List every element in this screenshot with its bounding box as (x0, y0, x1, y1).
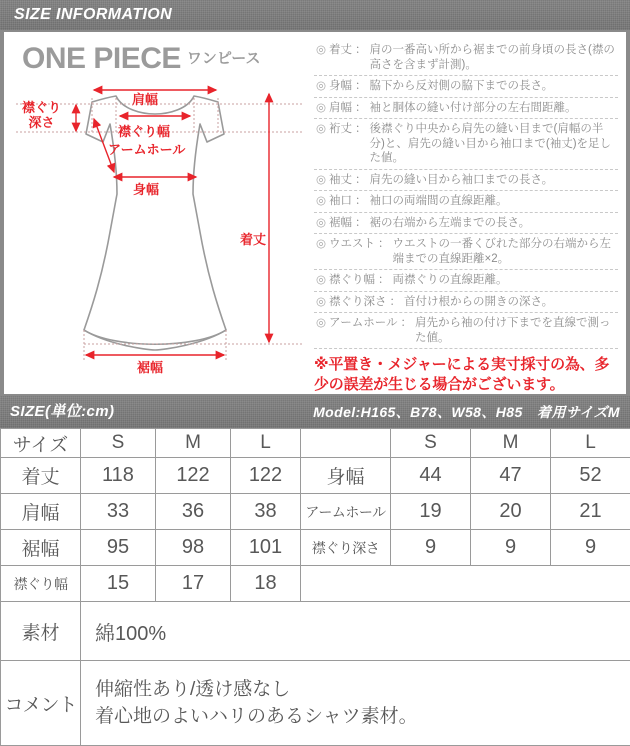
label-hem-width: 裾幅 (137, 360, 163, 375)
legend-desc: 袖口の両端間の直線距離。 (370, 194, 618, 209)
cell-value: 17 (156, 566, 231, 602)
legend-item (314, 119, 618, 170)
header-size-m-right: M (471, 429, 551, 458)
cell-value: 18 (231, 566, 301, 602)
table-row (1, 494, 630, 530)
row-label-right: 身幅 (301, 458, 391, 494)
legend-term: 袖口 (329, 194, 352, 209)
cell-value: 9 (471, 530, 551, 566)
label-shoulder-width: 肩幅 (132, 92, 158, 107)
legend-desc: 首付け根からの開きの深さ。 (404, 295, 618, 310)
comment-row (1, 661, 630, 746)
legend-item (314, 40, 618, 76)
legend-desc: 肩先から袖の付け下までを直線で測った値。 (415, 316, 618, 345)
bullet-icon: ◎ (316, 101, 326, 116)
table-row (1, 566, 630, 602)
header-size-l: L (231, 429, 301, 458)
legend-item (314, 292, 618, 314)
bullet-icon: ◎ (316, 273, 326, 288)
legend-term: 襟ぐり幅 (329, 273, 375, 288)
cell-value: 101 (231, 530, 301, 566)
label-armhole: アームホール (108, 142, 185, 157)
diagram-panel (4, 32, 626, 394)
row-label: 着丈 (1, 458, 81, 494)
legend-term: 着丈 (329, 43, 352, 58)
legend-desc: ウエストの一番くびれた部分の右端から左端までの直線距離×2。 (393, 237, 618, 266)
size-unit-label: SIZE(単位:cm) (10, 396, 114, 428)
table-header-row (1, 429, 630, 458)
table-row (1, 458, 630, 494)
legend-desc: 脇下から反対側の脇下までの長さ。 (370, 79, 618, 94)
cell-value: 44 (391, 458, 471, 494)
legend-desc: 後襟ぐり中央から肩先の縫い目まで(肩幅の半分)と、肩先の縫い目から袖口まで(袖丈)を足した値。 (370, 122, 618, 166)
label-neck-depth: 襟ぐり 深さ (22, 100, 61, 130)
header-size-s-right: S (391, 429, 471, 458)
bullet-icon: ◎ (316, 237, 326, 252)
legend-colon: ： (375, 237, 393, 252)
legend-colon: ： (352, 43, 370, 58)
cell-value: 98 (156, 530, 231, 566)
bullet-icon: ◎ (316, 173, 326, 188)
legend-desc: 裾の右端から左端までの長さ。 (370, 216, 618, 231)
cell-value: 21 (551, 494, 630, 530)
bullet-icon: ◎ (316, 122, 326, 137)
bullet-icon: ◎ (316, 295, 326, 310)
legend-desc: 肩先の縫い目から袖口までの長さ。 (370, 173, 618, 188)
cell-value: 33 (81, 494, 156, 530)
page-title-bar (0, 0, 630, 30)
comment-line-2: 着心地のよいハリのあるシャツ素材。 (95, 703, 630, 730)
brand-heading (22, 42, 261, 76)
legend-term: アームホール (329, 316, 397, 331)
legend-item (314, 76, 618, 98)
material-value: 綿100% (81, 602, 630, 661)
header-size-m: M (156, 429, 231, 458)
legend-term: 肩幅 (329, 101, 352, 116)
cell-value: 38 (231, 494, 301, 530)
legend-desc: 肩の一番高い所から裾までの前身頃の長さ(襟の高さを含まず計測)。 (370, 43, 618, 72)
bullet-icon: ◎ (316, 79, 326, 94)
cell-value: 118 (81, 458, 156, 494)
cell-value: 95 (81, 530, 156, 566)
comment-line-1: 伸縮性あり/透け感なし (95, 676, 630, 703)
legend-term: 襟ぐり深さ (329, 295, 387, 310)
legend-term: 身幅 (329, 79, 352, 94)
label-body-width: 身幅 (133, 182, 159, 197)
header-size-s: S (81, 429, 156, 458)
cell-value: 15 (81, 566, 156, 602)
legend-item (314, 234, 618, 270)
cell-value: 20 (471, 494, 551, 530)
legend-item (314, 170, 618, 192)
row-label-right: アームホール (301, 494, 391, 530)
cell-value: 19 (391, 494, 471, 530)
empty-cell (301, 566, 630, 602)
measurement-legend (310, 38, 622, 388)
legend-term: 裄丈 (329, 122, 352, 137)
legend-colon: ： (352, 79, 370, 94)
row-label: 襟ぐり幅 (1, 566, 81, 602)
cell-value: 122 (156, 458, 231, 494)
legend-colon: ： (352, 194, 370, 209)
label-neck-width: 襟ぐり幅 (118, 124, 170, 139)
legend-item (314, 270, 618, 292)
cell-value: 9 (391, 530, 471, 566)
size-table (0, 428, 630, 746)
cell-value: 52 (551, 458, 630, 494)
legend-colon: ： (387, 295, 405, 310)
row-label: 裾幅 (1, 530, 81, 566)
measurement-disclaimer: ※平置き・メジャーによる実寸採寸の為、多少の誤差が生じる場合がございます。 (314, 355, 618, 395)
legend-term: ウエスト (329, 237, 375, 252)
legend-term: 裾幅 (329, 216, 352, 231)
header-size-l-right: L (551, 429, 630, 458)
model-info: Model:H165、B78、W58、H85 着用サイズM (313, 396, 620, 428)
legend-desc: 両襟ぐりの直線距離。 (393, 273, 618, 288)
legend-item (314, 213, 618, 235)
page-title: SIZE INFORMATION (14, 6, 172, 23)
material-row (1, 602, 630, 661)
label-total-length: 着丈 (240, 232, 266, 247)
brand-name-jp: ワンピース (187, 50, 261, 67)
cell-value: 36 (156, 494, 231, 530)
legend-desc: 袖と胴体の縫い付け部分の左右間距離。 (370, 101, 618, 116)
cell-value: 9 (551, 530, 630, 566)
header-spacer (301, 429, 391, 458)
legend-colon: ： (352, 122, 370, 137)
material-label: 素材 (1, 602, 81, 661)
bullet-icon: ◎ (316, 216, 326, 231)
legend-colon: ： (352, 101, 370, 116)
size-bar (0, 396, 630, 428)
garment-diagram (4, 72, 309, 392)
comment-value (81, 661, 630, 746)
bullet-icon: ◎ (316, 194, 326, 209)
table-row (1, 530, 630, 566)
header-size-label: サイズ (1, 429, 81, 458)
legend-item (314, 98, 618, 120)
legend-item (314, 191, 618, 213)
legend-item (314, 313, 618, 349)
bullet-icon: ◎ (316, 316, 326, 331)
legend-term: 袖丈 (329, 173, 352, 188)
legend-colon: ： (397, 316, 415, 331)
brand-name-en: ONE PIECE (22, 42, 181, 75)
comment-label: コメント (1, 661, 81, 746)
row-label-right: 襟ぐり深さ (301, 530, 391, 566)
row-label: 肩幅 (1, 494, 81, 530)
legend-colon: ： (352, 216, 370, 231)
cell-value: 122 (231, 458, 301, 494)
bullet-icon: ◎ (316, 43, 326, 58)
legend-colon: ： (352, 173, 370, 188)
legend-colon: ： (375, 273, 393, 288)
cell-value: 47 (471, 458, 551, 494)
